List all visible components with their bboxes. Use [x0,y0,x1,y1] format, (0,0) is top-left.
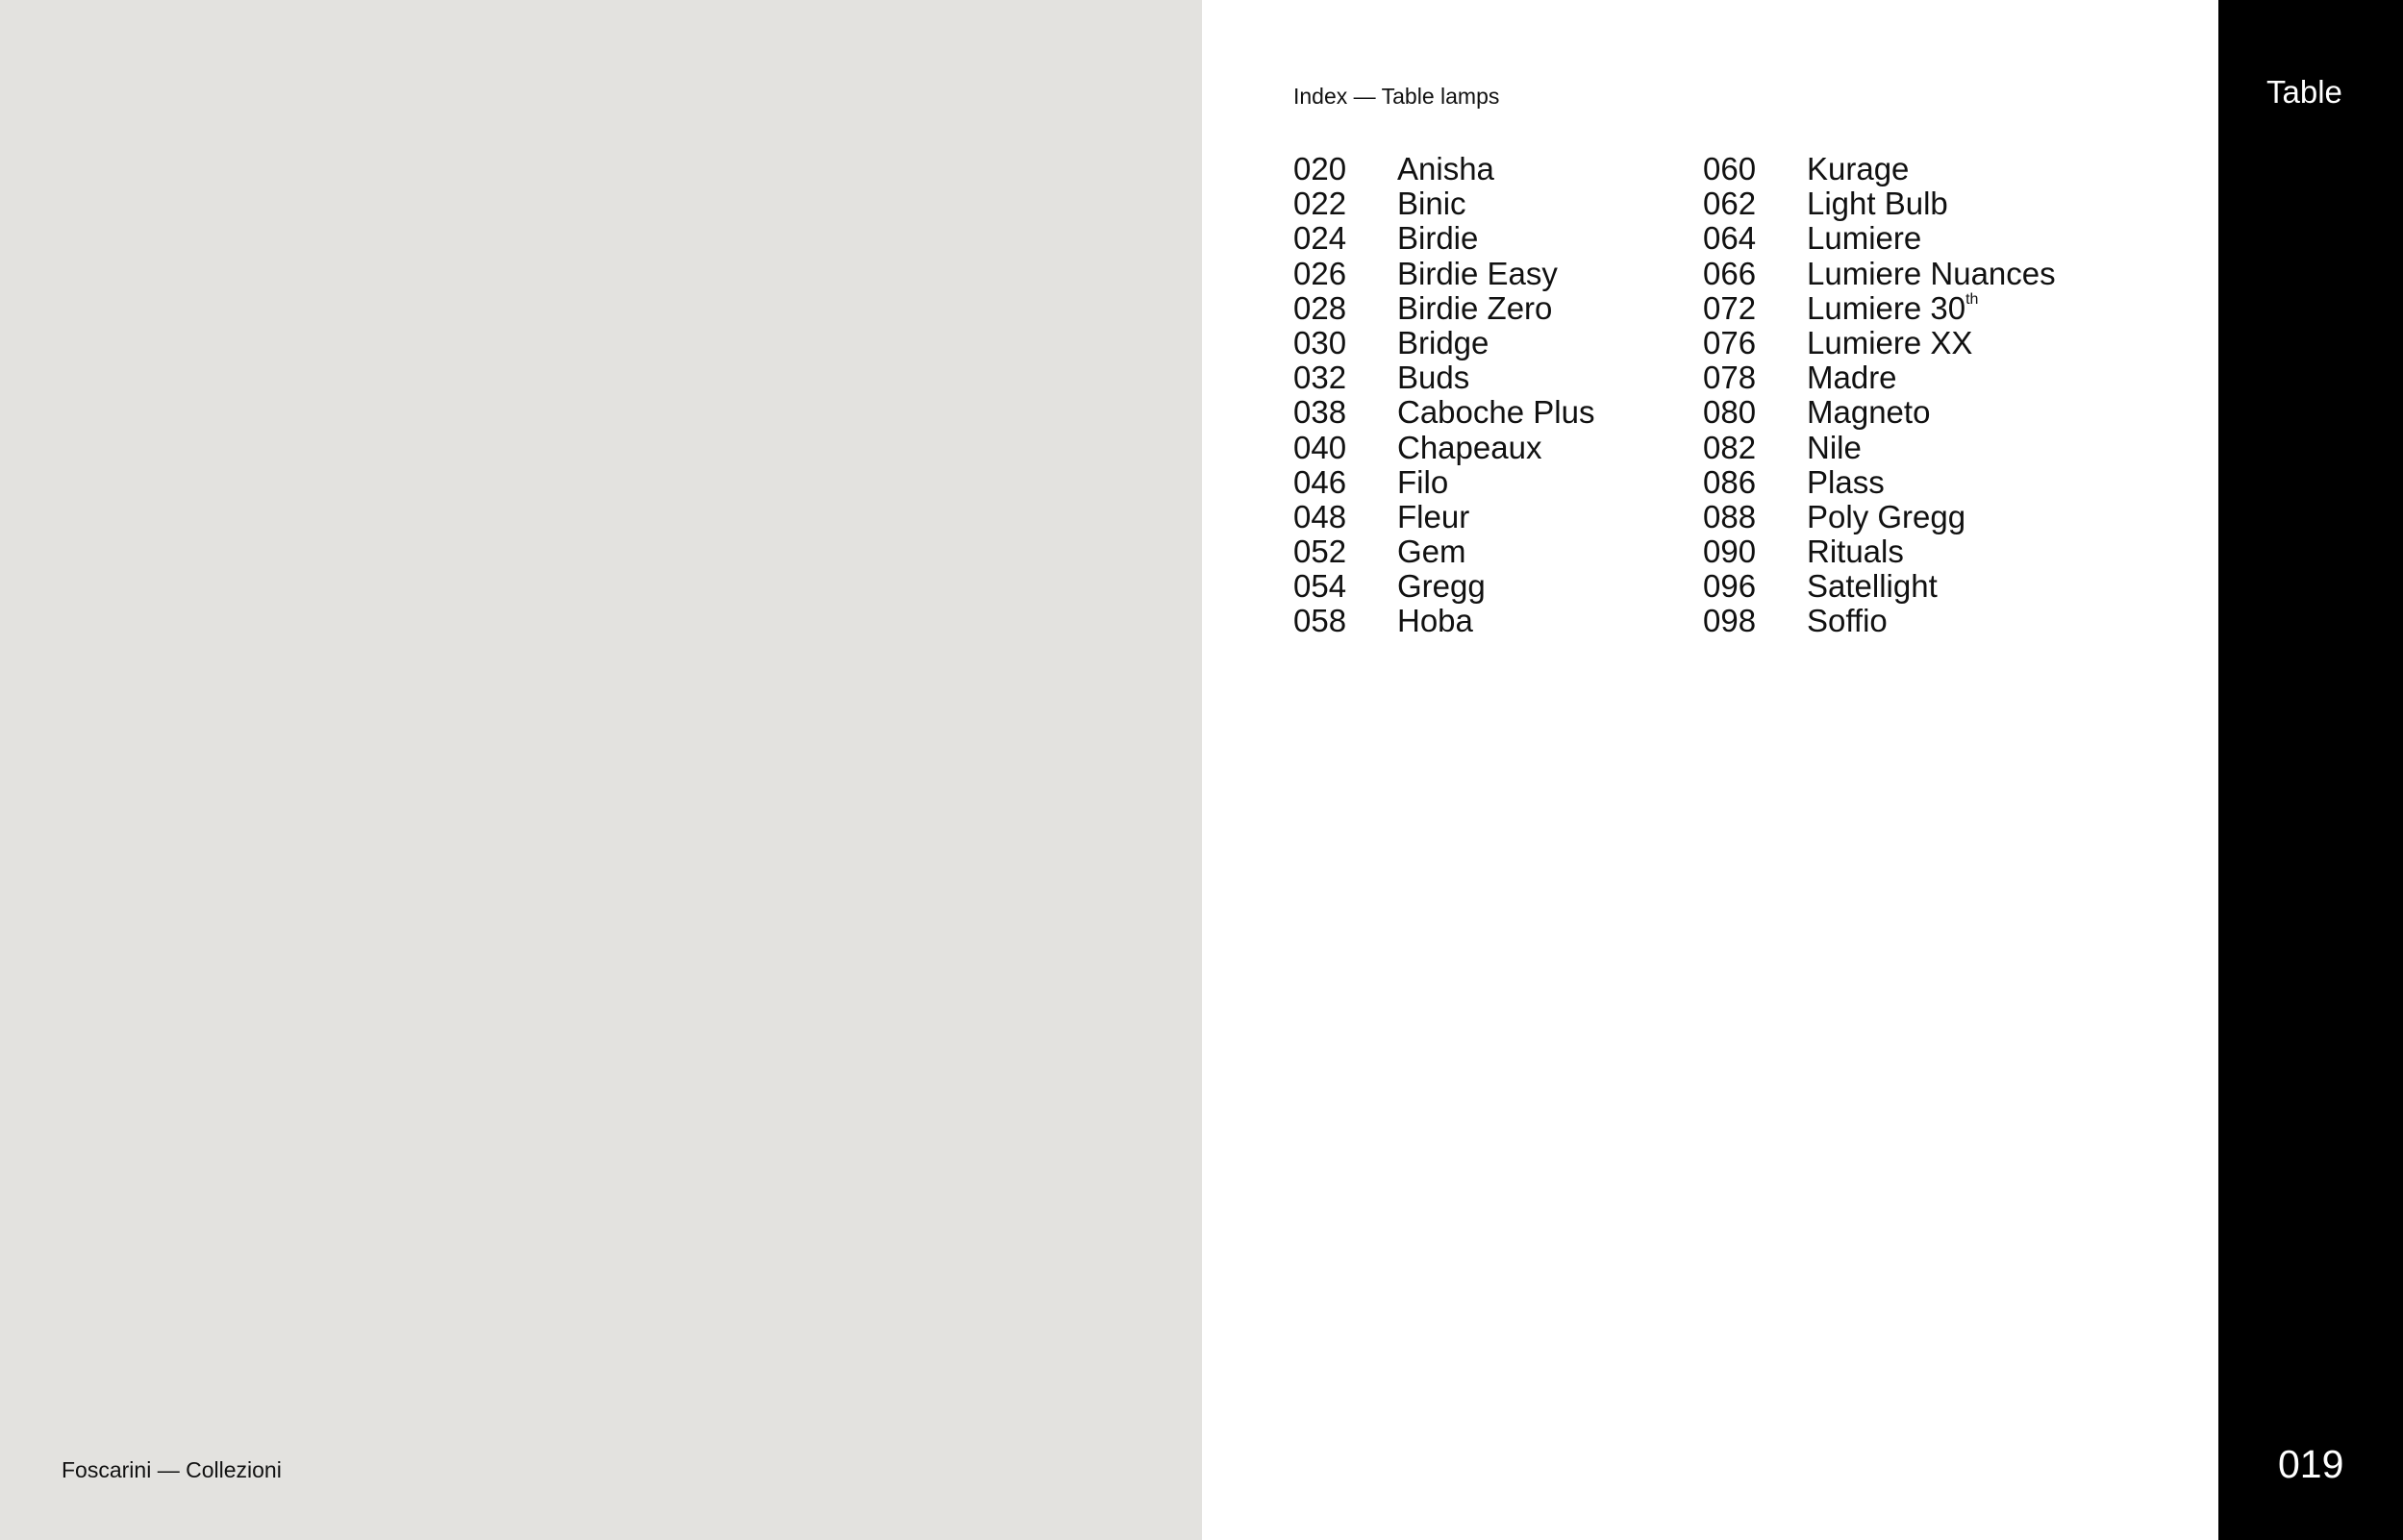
entry-product-name [1807,186,1948,221]
entry-product-name [1807,291,1978,326]
entry-page-number: 024 [1293,220,1347,257]
section-title: Table [2266,74,2342,110]
entry-page-number: 090 [1703,534,1757,570]
index-entry [1703,569,2165,604]
entry-product-name [1397,257,1558,291]
entry-product-name-text: Lumiere [1807,220,1922,257]
entry-product-name [1397,395,1594,430]
entry-product-name [1397,152,1494,186]
index-entry [1293,604,1697,638]
entry-product-name-text: Light Bulb [1807,186,1948,222]
index-entry [1703,221,2165,256]
entry-product-name-text: Gregg [1397,568,1486,605]
entry-product-name [1807,604,1888,638]
entry-page-number: 026 [1293,255,1347,291]
entry-page-number: 086 [1703,463,1757,500]
index-entry [1293,221,1697,256]
index-entry [1703,604,2165,638]
index-entry [1293,569,1697,604]
entry-product-name [1397,465,1448,500]
entry-product-name [1807,360,1897,395]
index-entry [1293,326,1697,360]
entry-product-name-text: Lumiere Nuances [1807,255,2056,291]
entry-product-name-superscript: th [1965,290,1979,308]
index-entry [1703,465,2165,500]
index-entry [1703,500,2165,534]
entry-product-name [1397,534,1466,569]
index-entry [1703,431,2165,465]
entry-page-number: 096 [1703,568,1757,605]
entry-page-number: 052 [1293,534,1347,570]
section-sidebar [2218,0,2403,1540]
entry-page-number: 088 [1703,498,1757,534]
entry-product-name-text: Gem [1397,534,1466,570]
index-entry [1293,465,1697,500]
entry-product-name-text: Soffio [1807,603,1888,639]
entry-product-name [1807,569,1938,604]
entry-product-name [1397,326,1489,360]
entry-product-name-text: Birdie Easy [1397,255,1558,291]
entry-product-name-text: Anisha [1397,151,1494,186]
entry-product-name [1397,500,1469,534]
index-entry [1703,152,2165,186]
index-entry [1293,186,1697,221]
entry-page-number: 048 [1293,498,1347,534]
entry-page-number: 030 [1293,324,1347,360]
entry-product-name [1397,604,1473,638]
entry-product-name-text: Binic [1397,186,1466,222]
index-entry [1703,360,2165,395]
index-entry [1703,326,2165,360]
entry-page-number: 054 [1293,568,1347,605]
entry-page-number: 058 [1293,603,1347,639]
entry-product-name-text: Madre [1807,360,1897,396]
index-entry [1293,257,1697,291]
entry-page-number: 020 [1293,151,1347,186]
entry-product-name-text: Birdie Zero [1397,289,1553,326]
entry-page-number: 032 [1293,360,1347,396]
index-entry [1293,291,1697,326]
entry-product-name [1397,569,1486,604]
entry-product-name [1807,395,1930,430]
entry-page-number: 072 [1703,289,1757,326]
entry-page-number: 076 [1703,324,1757,360]
entry-product-name-text: Satellight [1807,568,1938,605]
index-entry [1293,360,1697,395]
index-entry [1703,534,2165,569]
entry-product-name [1807,534,1904,569]
entry-page-number: 062 [1703,186,1757,222]
entry-page-number: 046 [1293,463,1347,500]
entry-product-name [1397,431,1541,465]
entry-page-number: 098 [1703,603,1757,639]
entry-product-name-text: Poly Gregg [1807,498,1966,534]
index-entry [1293,534,1697,569]
entry-product-name-text: Lumiere 30 [1807,289,1966,326]
entry-product-name-text: Birdie [1397,220,1479,257]
entry-product-name-text: Nile [1807,429,1862,465]
index-page-panel [1202,0,2218,1540]
entry-product-name-text: Chapeaux [1397,429,1542,465]
entry-product-name [1807,326,1972,360]
entry-product-name [1397,221,1478,256]
entry-product-name-text: Caboche Plus [1397,394,1595,431]
index-entry [1293,431,1697,465]
entry-page-number: 040 [1293,429,1347,465]
entry-product-name-text: Filo [1397,463,1449,500]
index-column-2 [1703,152,2165,639]
entry-product-name [1807,500,1965,534]
entry-product-name-text: Lumiere XX [1807,324,1973,360]
index-entry [1293,395,1697,430]
entry-product-name [1807,431,1862,465]
index-entry [1293,500,1697,534]
page-number: 019 [2278,1442,2344,1486]
entry-page-number: 080 [1703,394,1757,431]
entry-page-number: 082 [1703,429,1757,465]
footer-label: Foscarini — Collezioni [62,1457,282,1482]
entry-product-name-text: Bridge [1397,324,1489,360]
index-entry [1703,257,2165,291]
entry-product-name [1397,360,1469,395]
entry-product-name-text: Magneto [1807,394,1931,431]
index-column-1 [1293,152,1697,639]
index-entry [1703,186,2165,221]
entry-page-number: 022 [1293,186,1347,222]
entry-product-name [1397,186,1466,221]
entry-page-number: 028 [1293,289,1347,326]
entry-product-name-text: Buds [1397,360,1470,396]
entry-product-name-text: Kurage [1807,151,1910,186]
entry-product-name [1807,152,1909,186]
entry-product-name-text: Rituals [1807,534,1904,570]
entry-product-name [1807,465,1885,500]
entry-page-number: 038 [1293,394,1347,431]
entry-page-number: 060 [1703,151,1757,186]
index-entry [1293,152,1697,186]
entry-page-number: 066 [1703,255,1757,291]
index-title: Index — Table lamps [1293,84,1500,109]
index-entry [1703,291,2165,326]
entry-page-number: 078 [1703,360,1757,396]
entry-product-name-text: Plass [1807,463,1885,500]
entry-page-number: 064 [1703,220,1757,257]
entry-product-name-text: Hoba [1397,603,1473,639]
entry-product-name [1807,257,2056,291]
index-entry [1703,395,2165,430]
entry-product-name [1397,291,1552,326]
entry-product-name [1807,221,1921,256]
entry-product-name-text: Fleur [1397,498,1470,534]
